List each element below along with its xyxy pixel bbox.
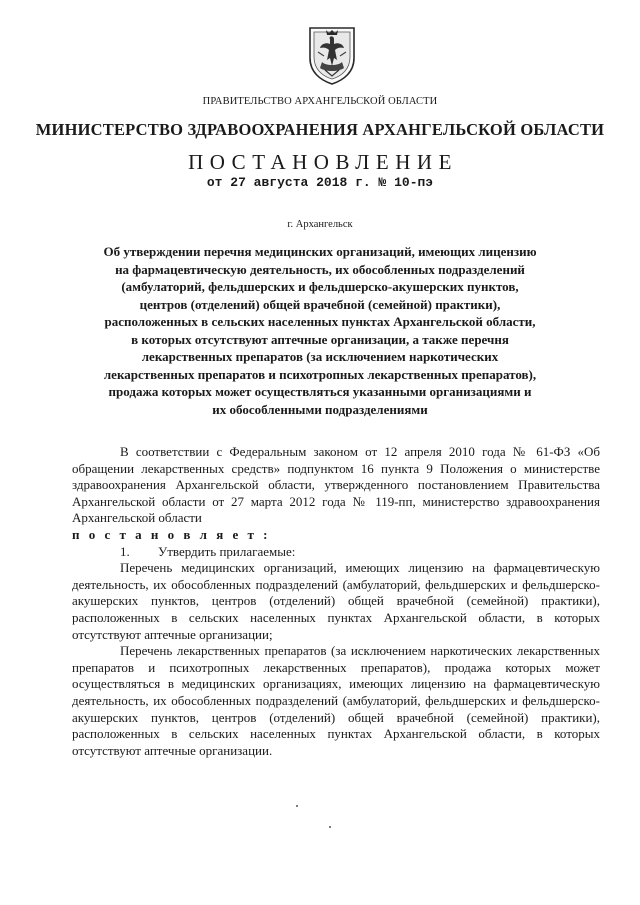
document-date-number: от 27 августа 2018 г. № 10-пэ [206, 175, 434, 190]
document-city: г. Архангельск [287, 219, 353, 230]
document-subject [82, 243, 558, 418]
government-name: ПРАВИТЕЛЬСТВО АРХАНГЕЛЬСКОЙ ОБЛАСТИ [202, 96, 438, 107]
subject-line: в которых отсутствуют аптечные организации, а также перечня [131, 331, 509, 347]
subject-line: их обособленными подразделениями [212, 401, 428, 417]
decree-word: п о с т а н о в л я е т : [72, 526, 271, 542]
subject-line: расположенных в сельских населенных пунктах Архангельской области, [104, 314, 536, 329]
item-number: 1. [120, 543, 130, 559]
coat-of-arms-icon [304, 24, 360, 86]
subject-line: (амбулаторий, фельдшерских и фельдшерско-акушерских пунктов, [121, 279, 519, 294]
scan-speck [296, 805, 298, 807]
ministry-name: МИНИСТЕРСТВО ЗДРАВООХРАНЕНИЯ АРХАНГЕЛЬСКОЙ ОБЛАСТИ [35, 120, 605, 139]
list-item-organizations: Перечень медицинских организаций, имеющих лицензию на фармацевтическую деятельность, их обособленных подразделений (амбулаторий, фельдшерских и фельдшерско-акушерских пунктов, центров (отделений) общей врачебной (семейной) практики), расположенных в сельских населенных пунктах Архангельской области, в которых отсутствуют аптечные организации; [72, 560, 600, 642]
list-item-medicines: Перечень лекарственных препаратов (за исключением наркотических лекарственных препаратов и психотропных лекарственных препаратов), продажа которых может осуществляться в медицинских организациях, имеющих лицензию на фармацевтическую деятельность, их обособленных подразделений (амбулаторий, фельдшерских и фельдшерско-акушерских пунктов, центров (отделений) общей врачебной (семейной) практики), расположенных в сельских населенных пунктах Архангельской области, в которых отсутствуют аптечные организации. [72, 643, 600, 758]
subject-line: лекарственных препаратов и психотропных лекарственных препаратов), [103, 366, 537, 382]
preamble-paragraph: В соответствии с Федеральным законом от 12 апреля 2010 года № 61-ФЗ «Об обращении лекарственных средств» подпунктом 16 пункта 9 Положения о министерстве здравоохранения Архангельской области, утвержденного постановлением Правительства Архангельской области от 27 марта 2012 года № 119-пп, министерство здравоохранения Архангельской области [72, 444, 600, 526]
document-type: ПОСТАНОВЛЕНИЕ [188, 150, 458, 174]
subject-line: продажа которых может осуществляться указанными организациями и [108, 384, 532, 399]
subject-line: на фармацевтическую деятельность, их обособленных подразделений [115, 261, 525, 277]
scan-speck [329, 826, 331, 828]
resolution-item-1 [72, 544, 600, 561]
subject-line: лекарственных препаратов (за исключением наркотических [141, 349, 499, 364]
item-text: Утвердить прилагаемые: [158, 543, 296, 559]
subject-line: центров (отделений) общей врачебной (семейной) практики), [139, 296, 501, 312]
subject-line: Об утверждении перечня медицинских организаций, имеющих лицензию [103, 244, 537, 259]
document-body [72, 444, 600, 759]
